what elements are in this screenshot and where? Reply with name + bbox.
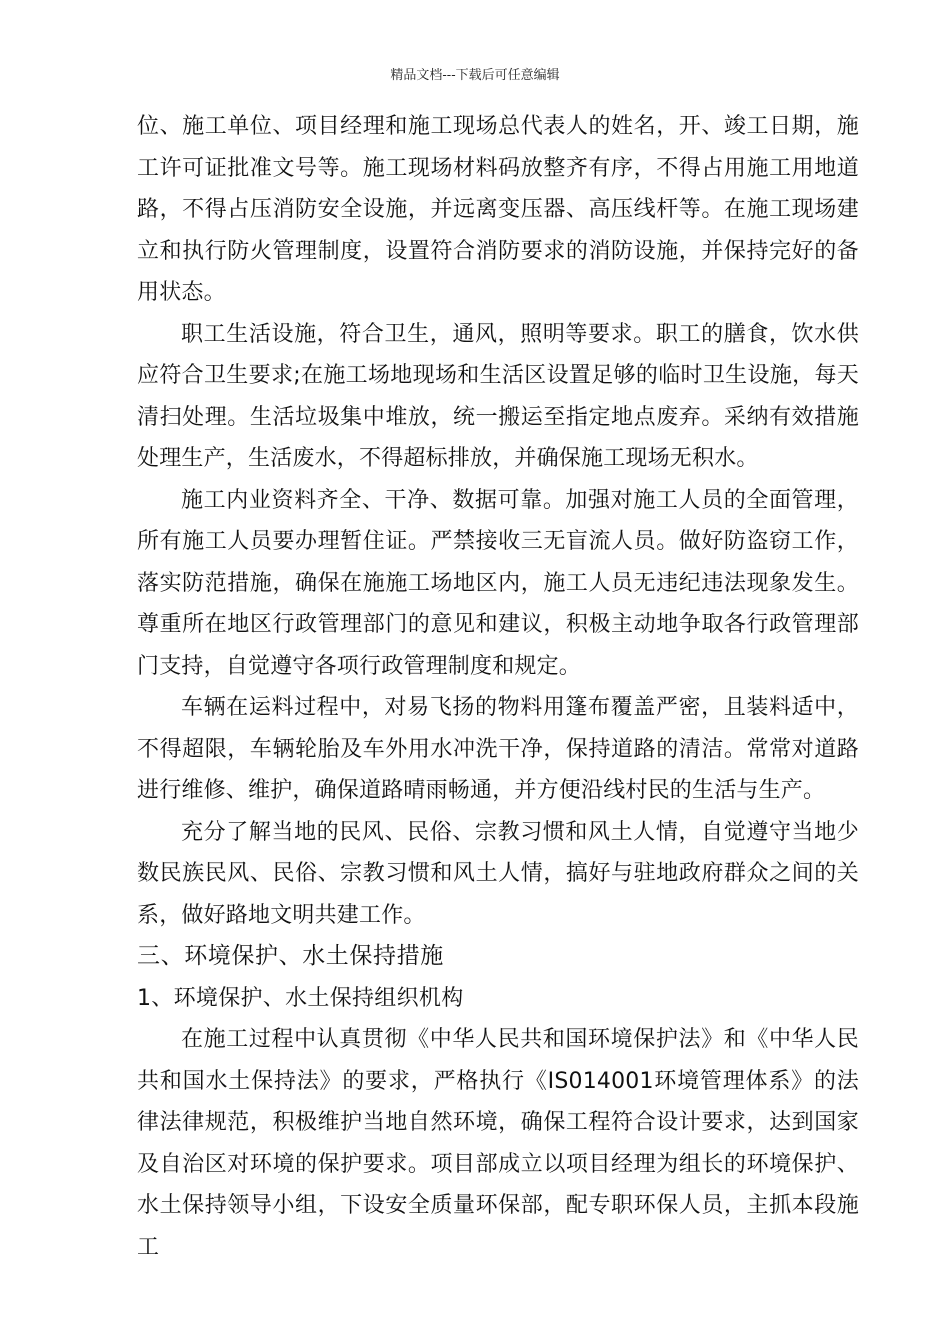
paragraph-vehicle-transport: 车辆在运料过程中，对易飞扬的物料用篷布覆盖严密，且装料适中，不得超限，车辆轮胎及车外用水冲洗干净，保持道路的清洁。常常对道路进行维修、维护，确保道路晴雨畅通，并方便沿线村民的生活与生产。 xyxy=(137,695,859,803)
paragraph-personnel-management: 施工内业资料齐全、干净、数据可靠。加强对施工人员的全面管理，所有施工人员要办理暂住证。严禁接收三无盲流人员。做好防盗窃工作，落实防范措施，确保在施施工场地区内，施工人员无违纪违法现象发生。尊重所在地区行政管理部门的意见和建议，积极主动地争取各行政管理部门支持，自觉遵守各项行政管理制度和规定。 xyxy=(137,487,859,679)
subsection-heading: 1、环境保护、水土保持组织机构 xyxy=(137,985,464,1011)
paragraph-local-customs: 充分了解当地的民风、民俗、宗教习惯和风土人情，自觉遵守当地少数民族民风、民俗、宗教习惯和风土人情，搞好与驻地政府群众之间的关系，做好路地文明共建工作。 xyxy=(137,819,859,928)
section-heading: 三、环境保护、水土保持措施 xyxy=(137,943,444,969)
document-body xyxy=(137,106,859,1268)
paragraph-environmental-law: 在施工过程中认真贯彻《中华人民共和国环境保护法》和《中华人民共和国水土保持法》的要求，严格执行《IS014001环境管理体系》的法律法律规范，积极维护当地自然环境，确保工程符合设计要求，达到国家及自治区对环境的保护要求。项目部成立以项目经理为组长的环境保护、水土保持领导小组，下设安全质量环保部，配专职环保人员，主抓本段施工 xyxy=(137,1027,859,1260)
paragraph-staff-facilities: 职工生活设施，符合卫生，通风，照明等要求。职工的膳食，饮水供应符合卫生要求;在施工场地现场和生活区设置足够的临时卫生设施，每天清扫处理。生活垃圾集中堆放，统一搬运至指定地点废弃。采纳有效措施处理生产，生活废水，不得超标排放，并确保施工现场无积水。 xyxy=(137,321,859,471)
paragraph-continuation: 位、施工单位、项目经理和施工现场总代表人的姓名，开、竣工日期，施工许可证批准文号等。施工现场材料码放整齐有序，不得占用施工用地道路，不得占压消防安全设施，并远离变压器、高压线杆等。在施工现场建立和执行防火管理制度，设置符合消防要求的消防设施，并保持完好的备用状态。 xyxy=(137,114,859,305)
page-header: 精品文档---下载后可任意编辑 xyxy=(390,68,560,83)
